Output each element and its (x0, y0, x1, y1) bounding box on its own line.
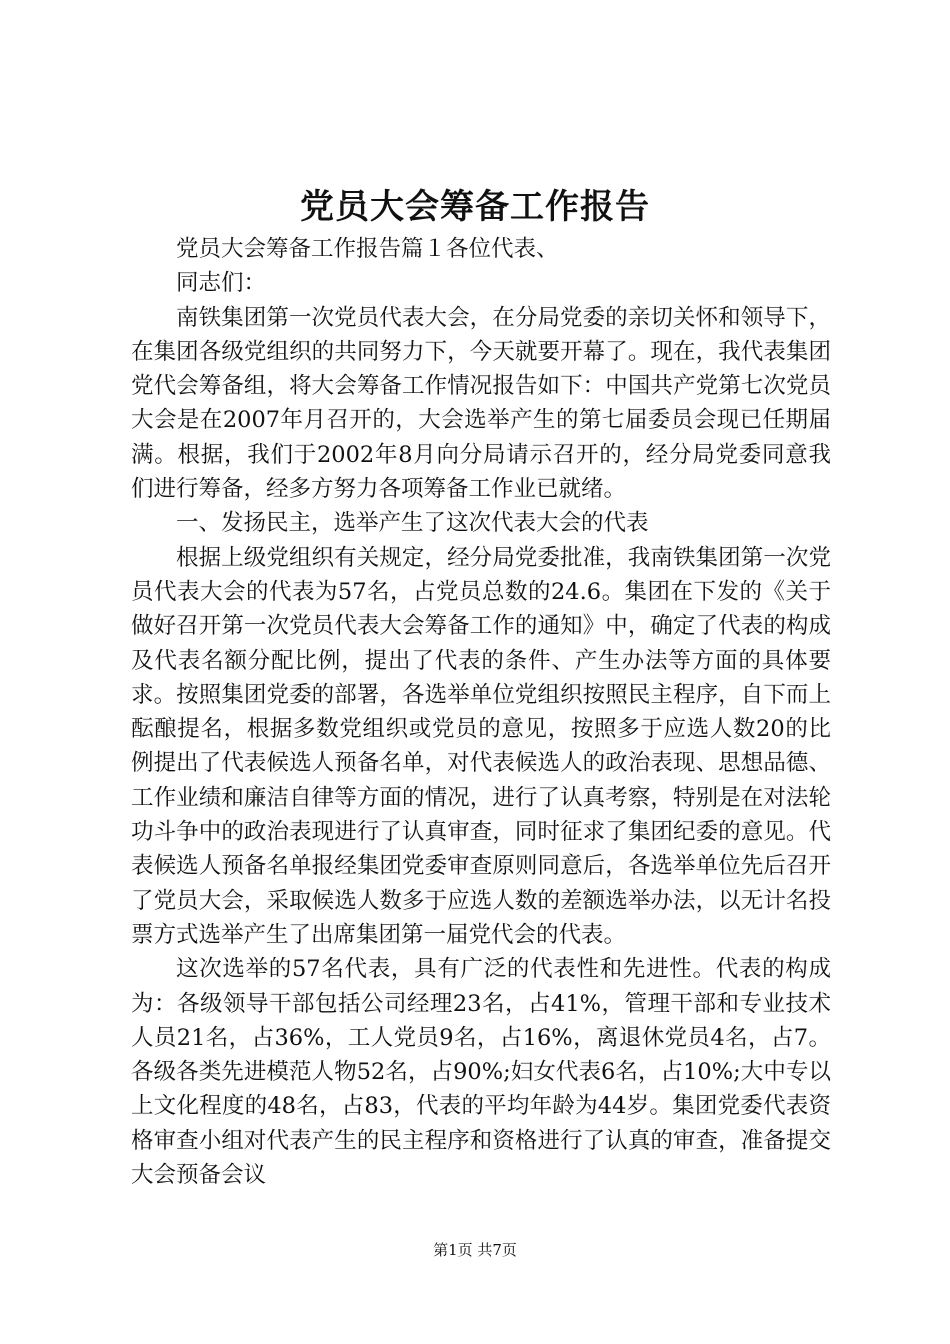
page-footer: 第1页 共7页 (433, 1241, 517, 1259)
section-heading-1: 一、发扬民主，选举产生了这次代表大会的代表 (176, 510, 649, 537)
paragraph-intro: 南铁集团第一次党员代表大会，在分局党委的亲切关怀和领导下，在集团各级党组织的共同努力下，今天就要开幕了。现在，我代表集团党代会筹备组，将大会筹备工作情况报告如下：中国共产党第七次党员大会是在2007年月召开的，大会选举产生的第七届委员会现已任期届满。根据，我们于2002年8月向分局请示召开的，经分局党委同意我们进行筹备，经多方努力各项筹备工作业已就绪。 (131, 304, 831, 503)
document-body (131, 232, 831, 1192)
paragraph-election-process: 根据上级党组织有关规定，经分局党委批准，我南铁集团第一次党员代表大会的代表为57名，占党员总数的24.6。集团在下发的《关于做好召开第一次党员代表大会筹备工作的通知》中，确定了代表的构成及代表名额分配比例，提出了代表的条件、产生办法等方面的具体要求。按照集团党委的部署，各选举单位党组织按照民主程序，自下而上酝酿提名，根据多数党组织或党员的意见，按照多于应选人数20的比例提出了代表候选人预备名单，对代表候选人的政治表现、思想品德、工作业绩和廉洁自律等方面的情况，进行了认真考察，特别是在对法轮功斗争中的政治表现进行了认真审查，同时征求了集团纪委的意见。代表候选人预备名单报经集团党委审查原则同意后，各选举单位先后召开了党员大会，采取候选人数多于应选人数的差额选举办法，以无计名投票方式选举产生了出席集团第一届党代会的代表。 (131, 544, 831, 948)
paragraph-salutation: 同志们： (176, 270, 267, 297)
paragraph-delegate-composition: 这次选举的57名代表，具有广泛的代表性和先进性。代表的构成为：各级领导干部包括公司经理23名，占41%，管理干部和专业技术人员21名，占36%，工人党员9名，占16%，离退休党员4名，占7。各级各类先进模范人物52名，占90%;妇女代表6名，占10%;大中专以上文化程度的48名，占83，代表的平均年龄为44岁。集团党委代表资格审查小组对代表产生的民主程序和资格进行了认真的审查，准备提交大会预备会议 (131, 956, 831, 1189)
document-title: 党员大会筹备工作报告 (300, 187, 650, 227)
paragraph-heading-line: 党员大会筹备工作报告篇１各位代表、 (176, 236, 559, 262)
